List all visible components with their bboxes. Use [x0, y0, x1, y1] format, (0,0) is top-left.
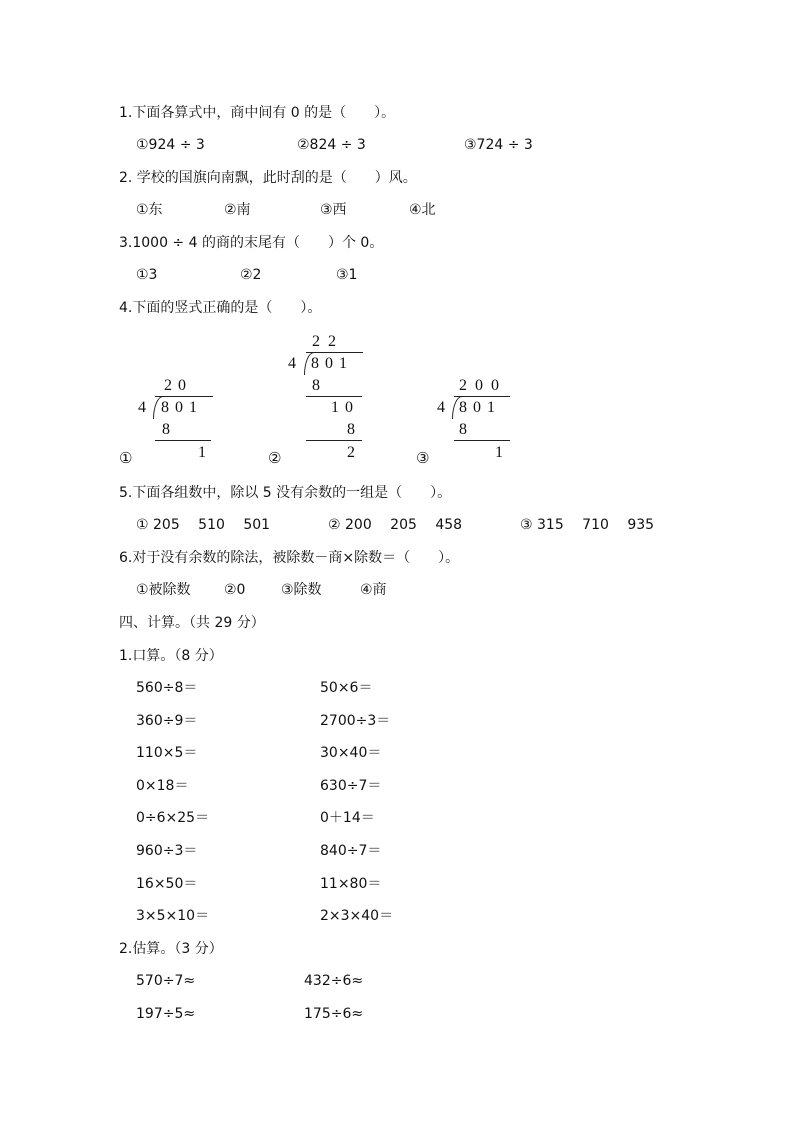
oral-calc-title: 1.口算。（8 分） [119, 648, 223, 664]
q3-option-3: ③1 [336, 267, 358, 283]
oral-calc-item: 840÷7＝ [320, 843, 382, 859]
q4b-product-2: 8 [347, 421, 355, 438]
oral-calc-item: 50×6＝ [320, 680, 373, 696]
q4b-quotient: 2 2 [312, 333, 338, 350]
oral-calc-item: 0÷6×25＝ [136, 810, 210, 826]
q4b-subtract-line-1 [306, 396, 362, 397]
q4c-dividend: 8 0 1 [459, 399, 496, 416]
oral-calc-item: 0＋14＝ [320, 810, 375, 826]
q6-option-4: ④商 [360, 582, 387, 598]
q1-option-1: ①924 ÷ 3 [136, 137, 205, 153]
oral-calc-item: 960÷3＝ [136, 843, 198, 859]
q4b-product-1: 8 [312, 377, 320, 394]
q4a-dividend: 8 0 1 [161, 399, 198, 416]
q6-stem: 6.对于没有余数的除法，被除数－商×除数＝（ ）。 [119, 550, 460, 566]
q4-option-2-label: ② [268, 449, 282, 467]
section-4-title: 四、计算。（共 29 分） [119, 615, 265, 631]
q4a-remainder: 1 [198, 444, 206, 461]
oral-calc-item: 2×3×40＝ [320, 908, 394, 924]
q1-option-2: ②824 ÷ 3 [297, 137, 366, 153]
estimate-item: 197÷5≈ [136, 1006, 196, 1022]
estimate-title: 2.估算。（3 分） [119, 941, 223, 957]
q1-option-3: ③724 ÷ 3 [464, 137, 533, 153]
q1-stem: 1.下面各算式中，商中间有 0 的是（ ）。 [119, 105, 396, 121]
oral-calc-item: 630÷7＝ [320, 778, 382, 794]
q6-option-3: ③除数 [281, 582, 322, 598]
q4b-remainder: 2 [347, 444, 355, 461]
oral-calc-item: 2700÷3＝ [320, 713, 391, 729]
q4b-partial: 1 0 [331, 399, 354, 416]
oral-calc-item: 16×50＝ [136, 876, 198, 892]
oral-calc-item: 30×40＝ [320, 745, 382, 761]
oral-calc-item: 560÷8＝ [136, 680, 198, 696]
q2-option-3: ③西 [320, 202, 347, 218]
q4c-product: 8 [459, 421, 467, 438]
oral-calc-item: 3×5×10＝ [136, 908, 210, 924]
q4c-subtract-line [454, 440, 510, 441]
q3-option-1: ①3 [136, 267, 158, 283]
q4-option-1-label: ① [119, 449, 133, 467]
q4b-divisor: 4 [288, 355, 296, 372]
q5-option-1: ① 205 510 501 [136, 517, 271, 533]
q4c-remainder: 1 [495, 444, 503, 461]
q2-option-1: ①东 [136, 202, 163, 218]
q5-stem: 5.下面各组数中，除以 5 没有余数的一组是（ ）。 [119, 485, 452, 501]
q4b-subtract-line-2 [306, 440, 362, 441]
oral-calc-item: 110×5＝ [136, 745, 198, 761]
q4b-dividend: 8 0 1 [311, 355, 348, 372]
q4a-product: 8 [162, 421, 170, 438]
q2-option-4: ④北 [409, 202, 436, 218]
estimate-item: 432÷6≈ [304, 973, 364, 989]
q4c-quotient: 2 0 0 [459, 377, 501, 394]
q4a-divisor: 4 [138, 399, 146, 416]
q2-option-2: ②南 [224, 202, 251, 218]
q4c-divisor: 4 [437, 399, 445, 416]
q5-option-2: ② 200 205 458 [328, 517, 463, 533]
q6-option-1: ①被除数 [136, 582, 191, 598]
q3-stem: 3.1000 ÷ 4 的商的末尾有（ ）个 0。 [119, 235, 384, 251]
q4-option-3-label: ③ [416, 449, 430, 467]
estimate-item: 570÷7≈ [136, 973, 196, 989]
q4a-subtract-line [155, 440, 211, 441]
oral-calc-item: 0×18＝ [136, 778, 189, 794]
q5-option-3: ③ 315 710 935 [520, 517, 655, 533]
estimate-item: 175÷6≈ [304, 1006, 364, 1022]
q4a-quotient: 2 0 [164, 377, 187, 394]
q2-stem: 2. 学校的国旗向南飘，此时刮的是（ ）风。 [119, 170, 417, 186]
oral-calc-item: 360÷9＝ [136, 713, 198, 729]
q4-stem: 4.下面的竖式正确的是（ ）。 [119, 300, 322, 316]
q6-option-2: ②0 [224, 582, 246, 598]
q3-option-2: ②2 [240, 267, 262, 283]
oral-calc-item: 11×80＝ [320, 876, 382, 892]
